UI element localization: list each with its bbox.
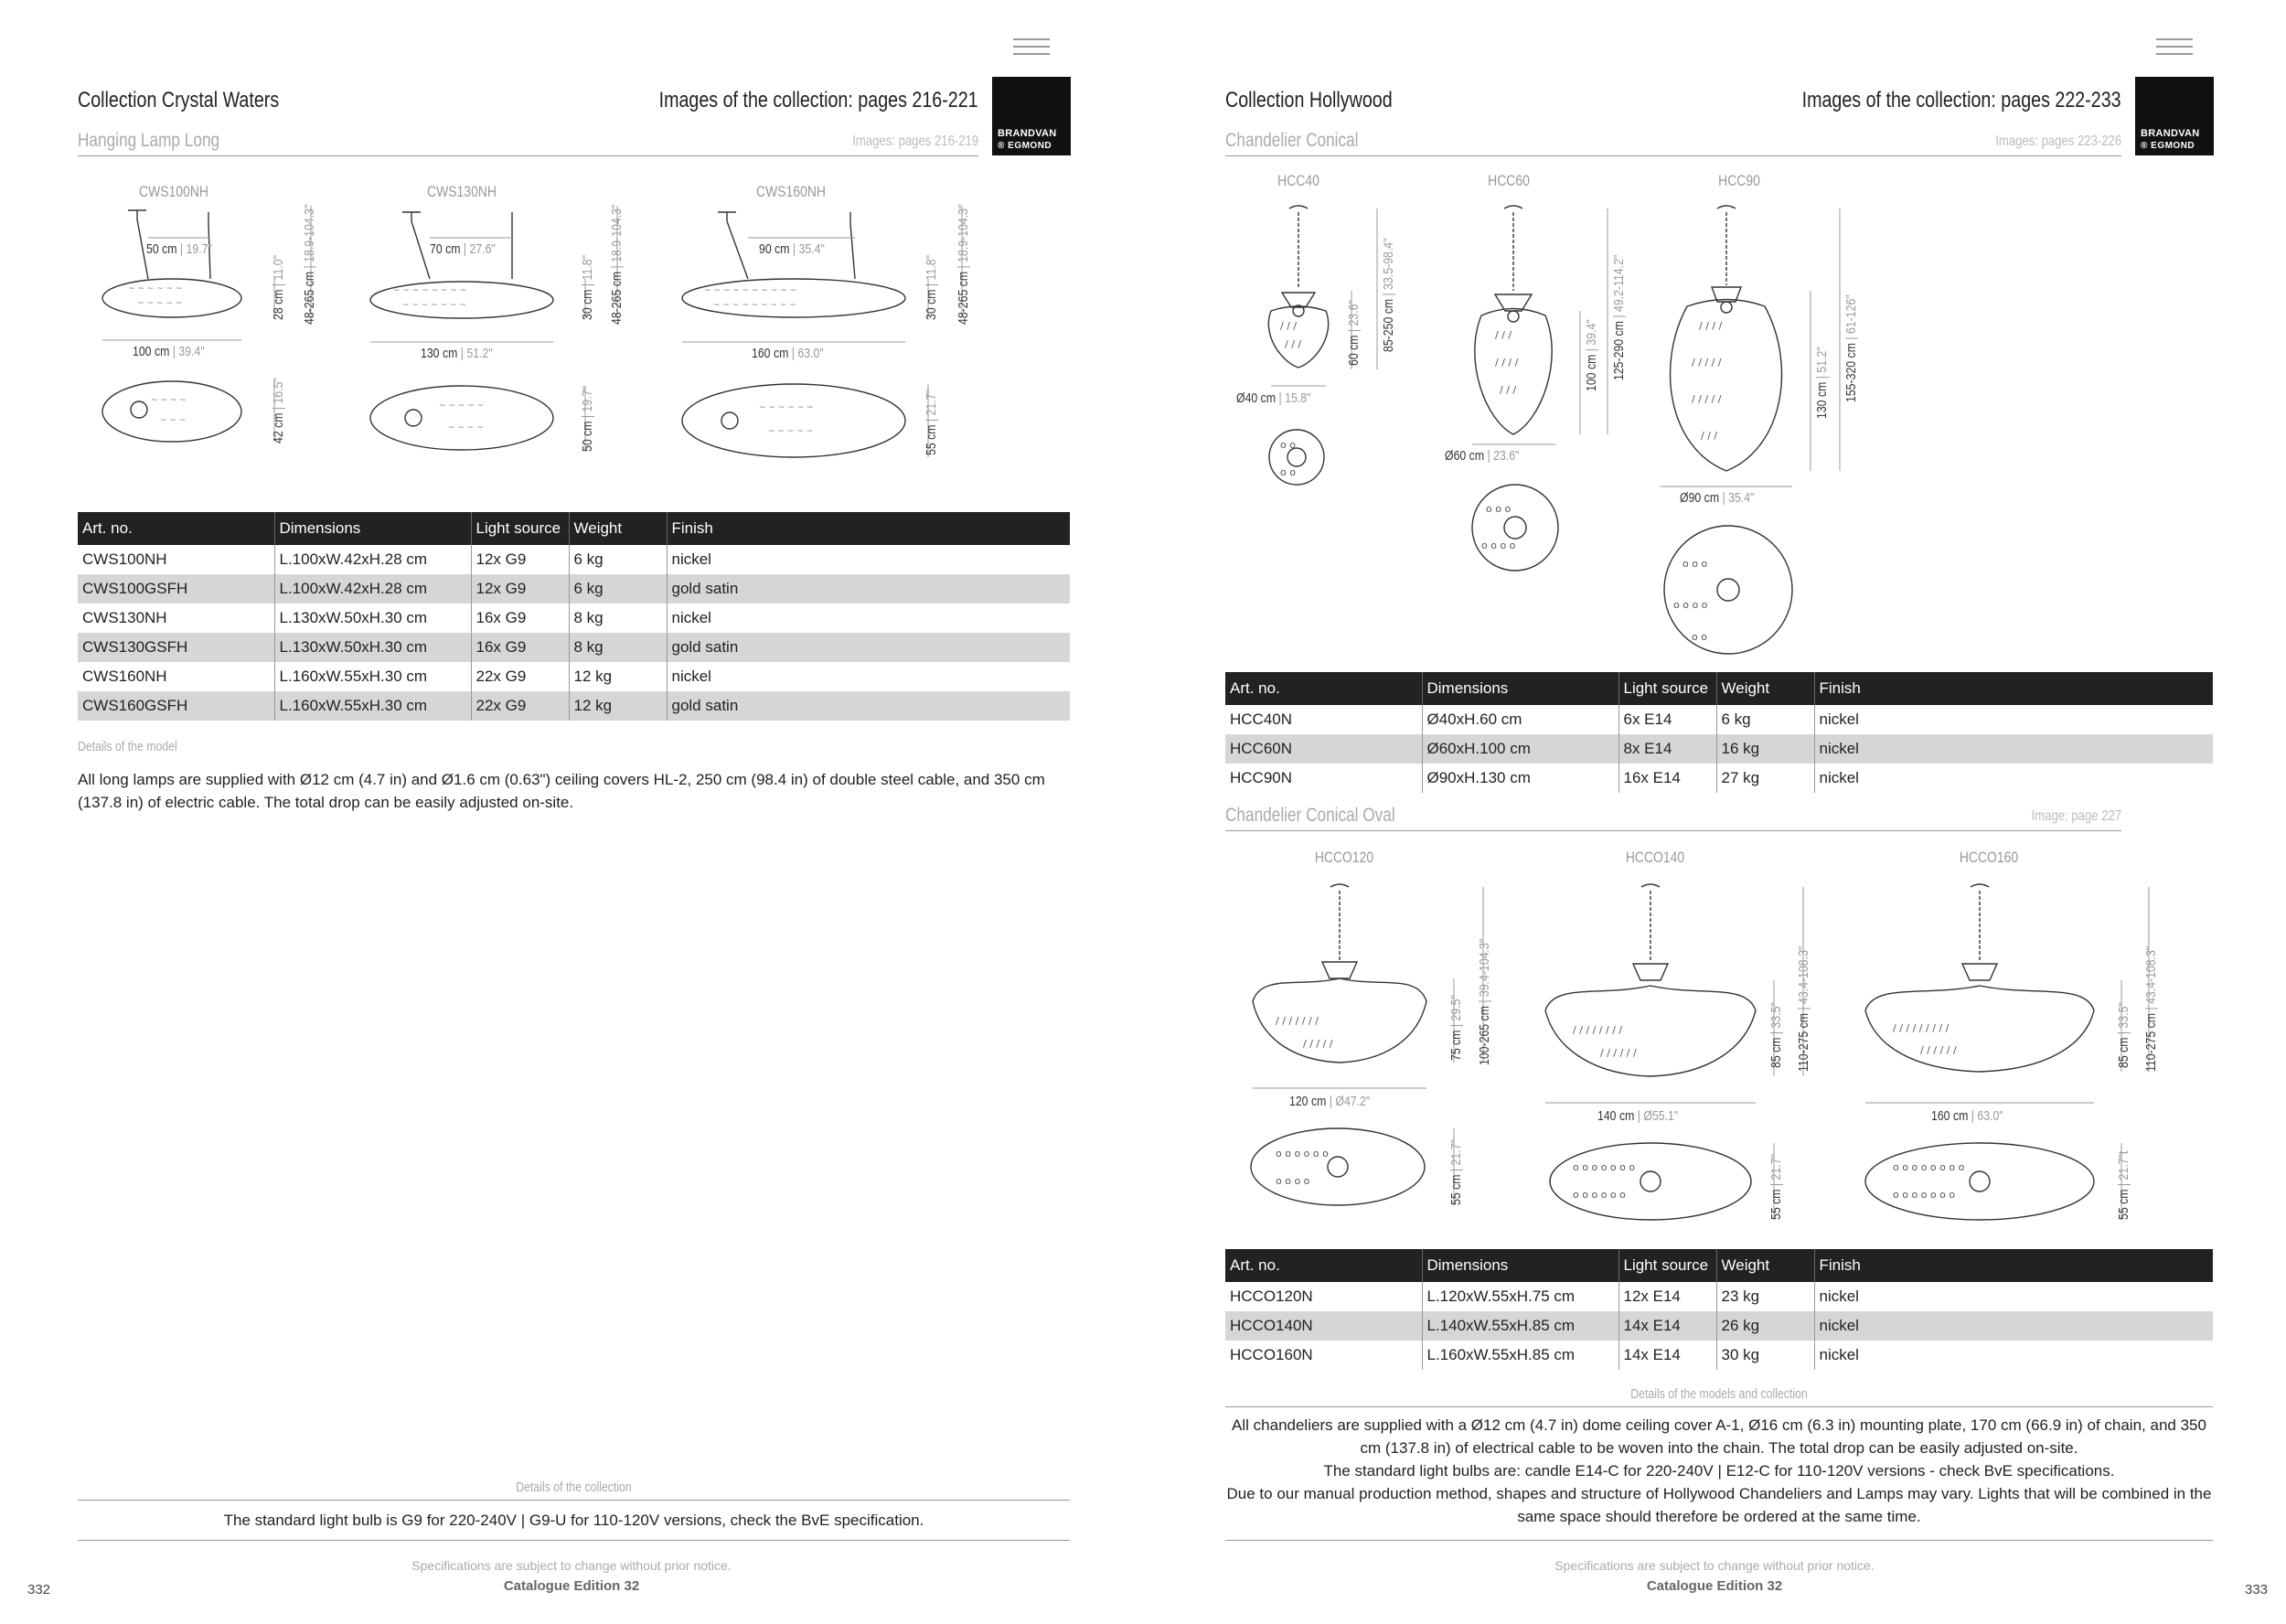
length-dim: 140 cm | Ø55.1" <box>1597 1108 1679 1124</box>
model-code: HCC60 <box>1488 172 1530 189</box>
svg-text:o o o o o o: o o o o o o <box>1276 1148 1329 1159</box>
svg-text:o o: o o <box>1280 439 1296 451</box>
svg-text:~ ~ ~ ~ ~ ~: ~ ~ ~ ~ ~ ~ <box>128 284 183 294</box>
table-row: HCC40N Ø40xH.60 cm 6x E14 6 kg nickel <box>1225 705 2213 734</box>
footer-catalogue: Catalogue Edition 32 <box>1646 1578 1783 1594</box>
length-dim: 120 cm | Ø47.2" <box>1289 1094 1371 1109</box>
table-row: CWS130NH L.130xW.50xH.30 cm 16x G9 8 kg nickel <box>78 604 1070 633</box>
details-model-label: Details of the model <box>78 739 177 754</box>
collection-images-ref[interactable]: Images of the collection: pages 216-221 <box>658 88 978 112</box>
table-row: CWS100GSFH L.100xW.42xH.28 cm 12x G9 6 kg gold satin <box>78 574 1070 604</box>
width-dim: 55 cm | 21.7" <box>924 390 939 455</box>
width-dim: 42 cm | 16.5" <box>271 378 286 443</box>
conical-drawings <box>1143 0 2286 668</box>
drop-dim: 48-265 cm | 18.9-104.3" <box>956 204 971 325</box>
model-code: HCCO160 <box>1959 849 2019 866</box>
table-row: CWS160GSFH L.160xW.55xH.30 cm 22x G9 12 kg gold satin <box>78 691 1070 721</box>
table-header-row: Art. no. Dimensions Light source Weight Finish <box>1225 1249 2213 1282</box>
model-code: HCCO120 <box>1314 849 1374 866</box>
svg-text:o o o: o o o <box>1682 558 1708 570</box>
table-row: HCCO140N L.140xW.55xH.85 cm 14x E14 26 kg nickel <box>1225 1311 2213 1341</box>
model-code: CWS130NH <box>427 183 497 200</box>
svg-text:~ ~ ~ ~ ~ ~: ~ ~ ~ ~ ~ ~ <box>759 403 814 412</box>
details-label: Details of the models and collection <box>1630 1386 1808 1402</box>
height-dim: 100 cm | 39.4" <box>1584 319 1599 391</box>
svg-text:~ ~ ~ ~ ~ ~ ~ ~: ~ ~ ~ ~ ~ ~ ~ ~ <box>393 286 467 295</box>
table-row: HCC60N Ø60xH.100 cm 8x E14 16 kg nickel <box>1225 734 2213 764</box>
model-code: CWS160NH <box>756 183 826 200</box>
svg-text:/ / /: / / / <box>1701 430 1718 442</box>
drop-dim: 48-265 cm | 18.9-104.3" <box>609 204 625 325</box>
svg-text:~ ~ ~ ~ ~ ~ ~ ~ ~ ~: ~ ~ ~ ~ ~ ~ ~ ~ ~ ~ <box>704 286 797 295</box>
svg-text:/ / /: / / / <box>1495 329 1512 341</box>
svg-text:o o o: o o o <box>1486 503 1512 515</box>
table-row: HCCO120N L.120xW.55xH.75 cm 12x E14 23 kg nickel <box>1225 1282 2213 1311</box>
collection-title: Collection Hollywood <box>1225 88 1393 112</box>
diameter-dim: Ø90 cm | 35.4" <box>1680 490 1755 506</box>
svg-text:o o o o: o o o o <box>1276 1175 1310 1187</box>
svg-text:~ ~ ~ ~ ~ ~ ~: ~ ~ ~ ~ ~ ~ ~ <box>402 301 466 310</box>
section-images-ref[interactable]: Images: pages 223-226 <box>1995 134 2121 149</box>
svg-text:o o o o o o o o: o o o o o o o o <box>1893 1161 1965 1173</box>
brand-logo: BRANDVAN ® EGMOND <box>2135 77 2214 155</box>
height-dim: 28 cm | 11.0" <box>271 255 286 320</box>
details-text: All chandeliers are supplied with a Ø12 cm (4.7 in) dome ceiling cover A-1, Ø16 cm (6.3 in) mounting plate, 170 cm (66.9 in) of chain, and 350 cm (137.8 in) of electrical cable to be woven into the chain. The total drop can be easily adjusted on-site. The standard light bulbs are: candle E14-C for 220-240V | E12-C for 110-120V versions - check BvE specifications. Due to our manual production method, shapes and structure of Hollywood Chandeliers and Lamps may vary. Lights that will be combined in the same space should therefore be ordered at the same time. <box>1226 1416 2212 1525</box>
svg-text:o o: o o <box>1692 631 1707 643</box>
svg-text:o o o o: o o o o <box>1673 599 1708 611</box>
svg-text:~ ~ ~: ~ ~ ~ <box>160 416 187 425</box>
inner-dim: 50 cm | 19.7" <box>146 241 212 257</box>
drop-dim: 85-250 cm | 33.5-98.4" <box>1381 238 1396 352</box>
svg-text:/ / / /: / / / / <box>1495 357 1519 369</box>
drop-dim: 110-275 cm | 43.4-108.3" <box>1796 946 1811 1072</box>
footer-note: Specifications are subject to change without prior notice. <box>1554 1558 1875 1573</box>
svg-text:~ ~ ~ ~: ~ ~ ~ ~ <box>448 423 484 433</box>
spec-table <box>78 512 1070 721</box>
crystal-waters-drawings <box>0 0 1143 475</box>
width-dim: 55 cm | 21.7" <box>1448 1139 1464 1205</box>
collection-title: Collection Crystal Waters <box>78 88 280 112</box>
collection-images-ref[interactable]: Images of the collection: pages 222-233 <box>1801 88 2121 112</box>
svg-text:/ / / / /: / / / / / <box>1692 357 1722 369</box>
length-dim: 160 cm | 63.0" <box>1931 1108 2003 1124</box>
svg-text:/ / / / / /: / / / / / / <box>1600 1047 1637 1059</box>
right-page <box>1143 0 2286 1624</box>
footer-note: Specifications are subject to change without prior notice. <box>411 1558 732 1573</box>
height-dim: 30 cm | 11.8" <box>580 255 595 320</box>
footer-catalogue: Catalogue Edition 32 <box>503 1578 640 1594</box>
page-number: 332 <box>27 1582 51 1597</box>
svg-text:o o o o: o o o o <box>1481 540 1516 551</box>
width-dim: 50 cm | 19.7" <box>580 386 595 452</box>
drop-dim: 155-320 cm | 61-126" <box>1843 294 1859 402</box>
table-header-row: Art. no. Dimensions Light source Weight Finish <box>1225 672 2213 705</box>
length-dim: 130 cm | 51.2" <box>421 346 493 361</box>
svg-text:o o: o o <box>1280 466 1296 478</box>
height-dim: 60 cm | 23.6" <box>1346 300 1362 366</box>
model-code: HCC90 <box>1718 172 1760 189</box>
svg-text:o o o o o o o: o o o o o o o <box>1893 1189 1956 1201</box>
height-dim: 130 cm | 51.2" <box>1814 347 1830 419</box>
section-title: Chandelier Conical <box>1225 130 1359 151</box>
table-row: HCCO160N L.160xW.55xH.85 cm 14x E14 30 kg nickel <box>1225 1341 2213 1370</box>
svg-text:~ ~ ~ ~ ~: ~ ~ ~ ~ ~ <box>137 299 183 308</box>
page-number: 333 <box>2245 1582 2269 1597</box>
height-dim: 75 cm | 29.5" <box>1448 995 1464 1061</box>
section-images-ref[interactable]: Image: page 227 <box>2031 808 2121 824</box>
length-dim: 160 cm | 63.0" <box>752 346 824 361</box>
svg-text:/ / / / / / /: / / / / / / / <box>1276 1015 1319 1027</box>
inner-dim: 70 cm | 27.6" <box>430 241 496 257</box>
section-title: Hanging Lamp Long <box>78 130 220 151</box>
svg-text:o o o o o o o: o o o o o o o <box>1573 1161 1636 1173</box>
details-collection-text: The standard light bulb is G9 for 220-240V | G9-U for 110-120V versions, check the BvE specification. <box>223 1512 924 1529</box>
spec-table-conical-oval <box>1225 1249 2213 1370</box>
details-model-text: All long lamps are supplied with Ø12 cm (4.7 in) and Ø1.6 cm (0.63") ceiling covers HL-2, 250 cm (98.4 in) of double steel cable, and 350 cm (137.8 in) of electric cable. The total drop can be easily adjusted on-site. <box>78 771 1045 811</box>
svg-text:~ ~ ~ ~ ~ ~ ~ ~ ~: ~ ~ ~ ~ ~ ~ ~ ~ ~ <box>713 301 796 310</box>
table-row: CWS160NH L.160xW.55xH.30 cm 22x G9 12 kg nickel <box>78 662 1070 691</box>
svg-text:/ / / / /: / / / / / <box>1303 1038 1333 1050</box>
height-dim: 85 cm | 33.5" <box>2116 1002 2131 1068</box>
section-images-ref[interactable]: Images: pages 216-219 <box>852 134 978 149</box>
svg-text:/ / /: / / / <box>1500 384 1517 396</box>
width-dim: 55 cm | 21.7" <box>1768 1154 1784 1220</box>
svg-text:o o o o o o: o o o o o o <box>1573 1189 1626 1201</box>
drop-dim: 100-265 cm | 39.4-104.3" <box>1477 938 1492 1065</box>
details-collection-label: Details of the collection <box>516 1480 632 1495</box>
svg-text:/ / /: / / / <box>1285 338 1302 350</box>
model-code: CWS100NH <box>139 183 208 200</box>
conical-oval-drawings <box>1143 860 2286 1271</box>
model-code: HCC40 <box>1277 172 1319 189</box>
width-dim: 55 cm | 21.7"t <box>2116 1150 2131 1220</box>
length-dim: 100 cm | 39.4" <box>133 344 205 359</box>
diameter-dim: Ø40 cm | 15.8" <box>1236 390 1311 406</box>
table-row: CWS100NH L.100xW.42xH.28 cm 12x G9 6 kg nickel <box>78 545 1070 574</box>
brand-logo: BRANDVAN ® EGMOND <box>992 77 1071 155</box>
drop-dim: 48-265 cm | 18.9-104.3" <box>302 204 317 325</box>
svg-text:/ / / / / / / / /: / / / / / / / / / <box>1893 1022 1950 1034</box>
svg-text:/ / / / /: / / / / / <box>1692 393 1722 405</box>
inner-dim: 90 cm | 35.4" <box>759 241 825 257</box>
model-code: HCCO140 <box>1625 849 1685 866</box>
svg-text:/ / /: / / / <box>1280 320 1298 332</box>
spec-table-conical <box>1225 672 2213 793</box>
drop-dim: 110-275 cm | 43.4-108.3" <box>2143 946 2159 1072</box>
svg-text:~ ~ ~ ~ ~: ~ ~ ~ ~ ~ <box>439 401 485 411</box>
svg-text:~ ~ ~ ~: ~ ~ ~ ~ <box>151 396 187 405</box>
diameter-dim: Ø60 cm | 23.6" <box>1445 448 1520 464</box>
section-title: Chandelier Conical Oval <box>1225 805 1395 826</box>
svg-text:/ / / /: / / / / <box>1699 320 1723 332</box>
svg-text:/ / / / / /: / / / / / / <box>1920 1044 1957 1056</box>
height-dim: 30 cm | 11.8" <box>924 255 939 320</box>
table-row: CWS130GSFH L.130xW.50xH.30 cm 16x G9 8 kg gold satin <box>78 633 1070 662</box>
svg-text:~ ~ ~ ~ ~: ~ ~ ~ ~ ~ <box>768 427 814 436</box>
drop-dim: 125-290 cm | 49.2-114.2" <box>1611 254 1627 380</box>
table-header-row: Art. no. Dimensions Light source Weight Finish <box>78 512 1070 545</box>
svg-text:/ / / / / / / /: / / / / / / / / <box>1573 1024 1623 1036</box>
height-dim: 85 cm | 33.5" <box>1768 1002 1784 1068</box>
table-row: HCC90N Ø90xH.130 cm 16x E14 27 kg nickel <box>1225 764 2213 793</box>
